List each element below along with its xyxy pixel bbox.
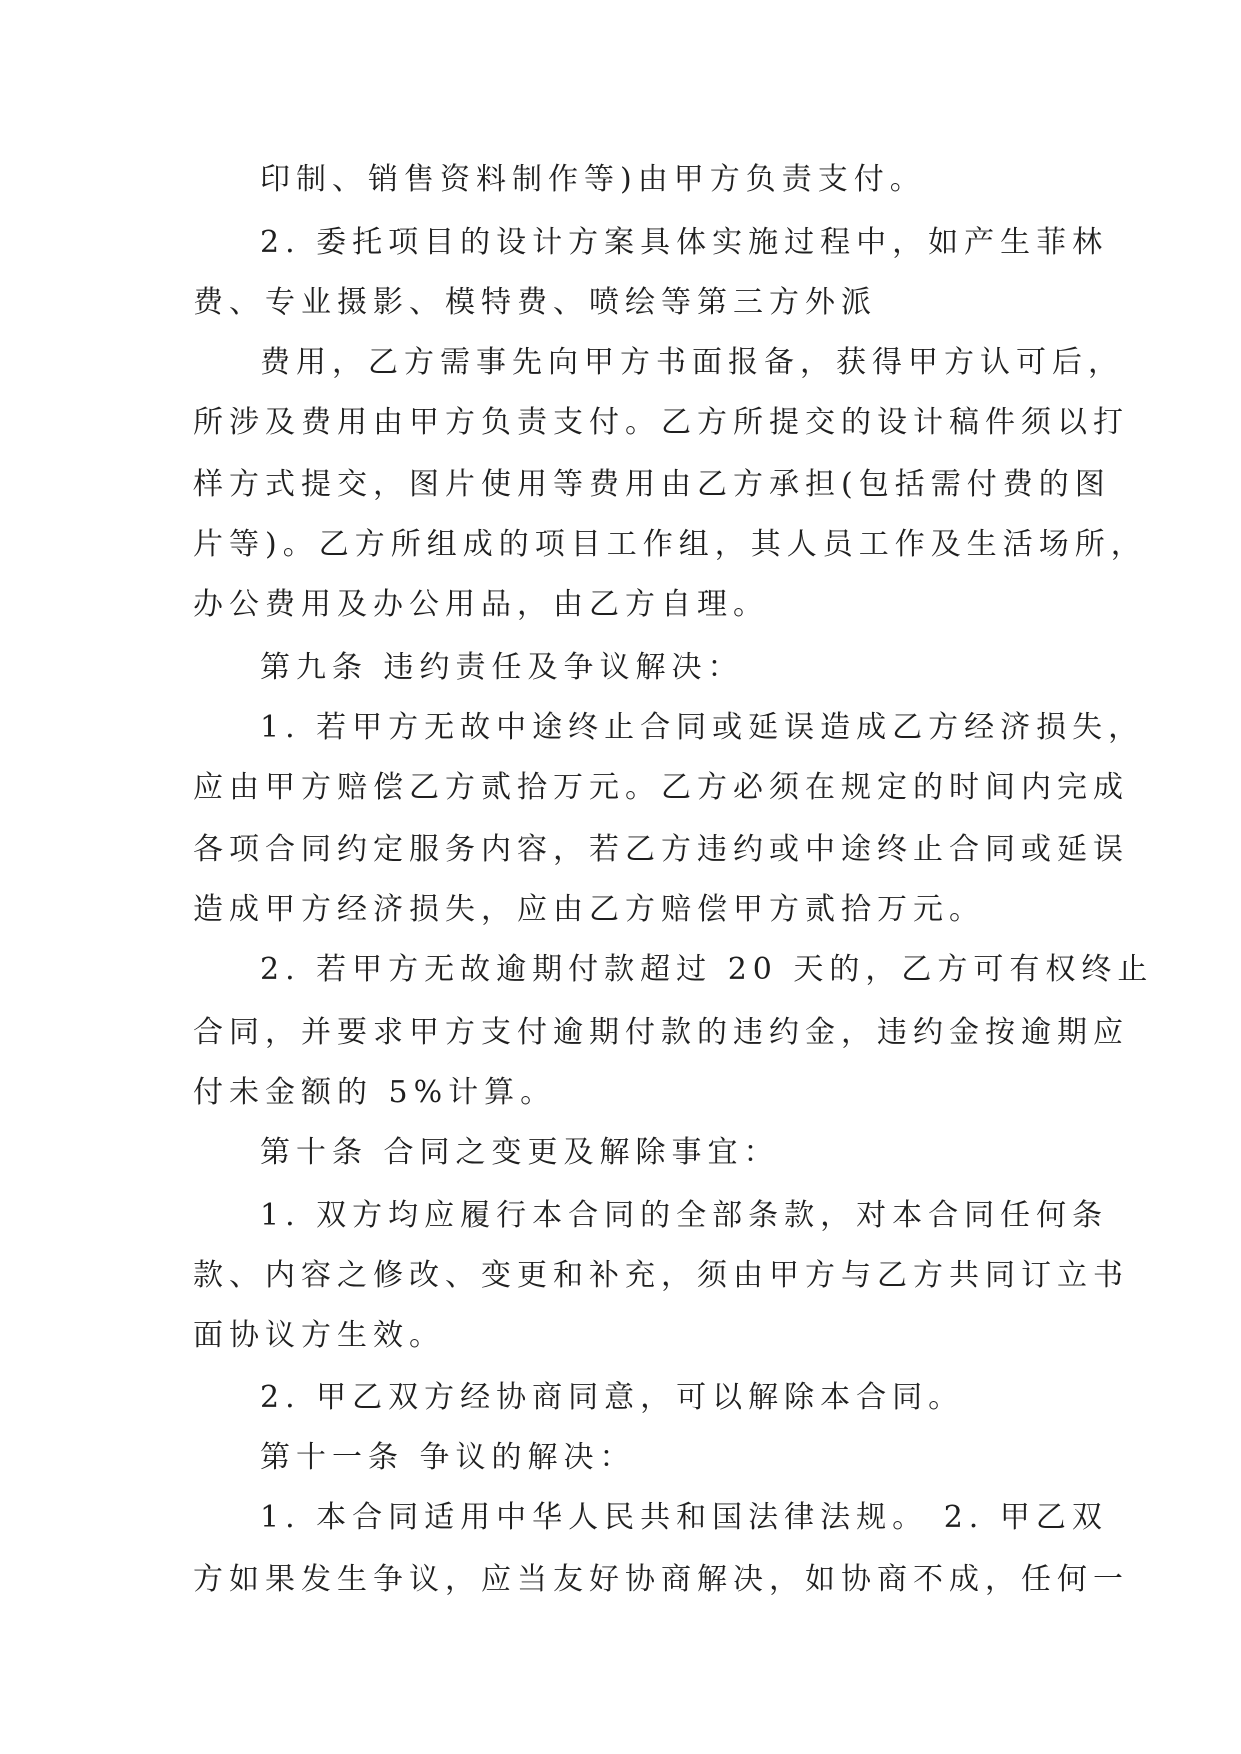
text-line: 付未金额的 5%计算。 [193,1075,557,1110]
text-line: 2. 委托项目的设计方案具体实施过程中，如产生菲林 [260,225,1109,260]
section-heading: 第十条 合同之变更及解除事宜： [260,1135,780,1170]
text-line: 所涉及费用由甲方负责支付。乙方所提交的设计稿件须以打 [193,405,1129,440]
text-line: 1. 双方均应履行本合同的全部条款，对本合同任何条 [260,1198,1109,1233]
text-line: 2. 甲乙双方经协商同意，可以解除本合同。 [260,1380,965,1415]
text-line: 方如果发生争议，应当友好协商解决，如协商不成，任何一 [193,1562,1129,1597]
text-line: 印制、销售资料制作等)由甲方负责支付。 [260,162,926,197]
text-line: 款、内容之修改、变更和补充，须由甲方与乙方共同订立书 [193,1258,1129,1293]
text-line: 面协议方生效。 [193,1318,445,1353]
text-line: 办公费用及办公用品，由乙方自理。 [193,587,769,622]
text-line: 应由甲方赔偿乙方贰拾万元。乙方必须在规定的时间内完成 [193,770,1129,805]
text-line: 各项合同约定服务内容，若乙方违约或中途终止合同或延误 [193,832,1129,867]
text-line: 费、专业摄影、模特费、喷绘等第三方外派 [193,285,877,320]
text-line: 片等)。乙方所组成的项目工作组，其人员工作及生活场所， [193,527,1147,562]
text-line: 1. 本合同适用中华人民共和国法律法规。 2. 甲乙双 [260,1500,1108,1535]
section-heading: 第十一条 争议的解决： [260,1440,636,1475]
text-line: 1. 若甲方无故中途终止合同或延误造成乙方经济损失， [260,710,1145,745]
text-line: 合同，并要求甲方支付逾期付款的违约金，违约金按逾期应 [193,1015,1129,1050]
section-heading: 第九条 违约责任及争议解决： [260,650,744,685]
text-line: 费用，乙方需事先向甲方书面报备，获得甲方认可后， [260,345,1124,380]
text-line: 样方式提交，图片使用等费用由乙方承担(包括需付费的图 [193,467,1111,502]
text-line: 2. 若甲方无故逾期付款超过 20 天的，乙方可有权终止 [260,952,1154,987]
text-line: 造成甲方经济损失，应由乙方赔偿甲方贰拾万元。 [193,892,985,927]
